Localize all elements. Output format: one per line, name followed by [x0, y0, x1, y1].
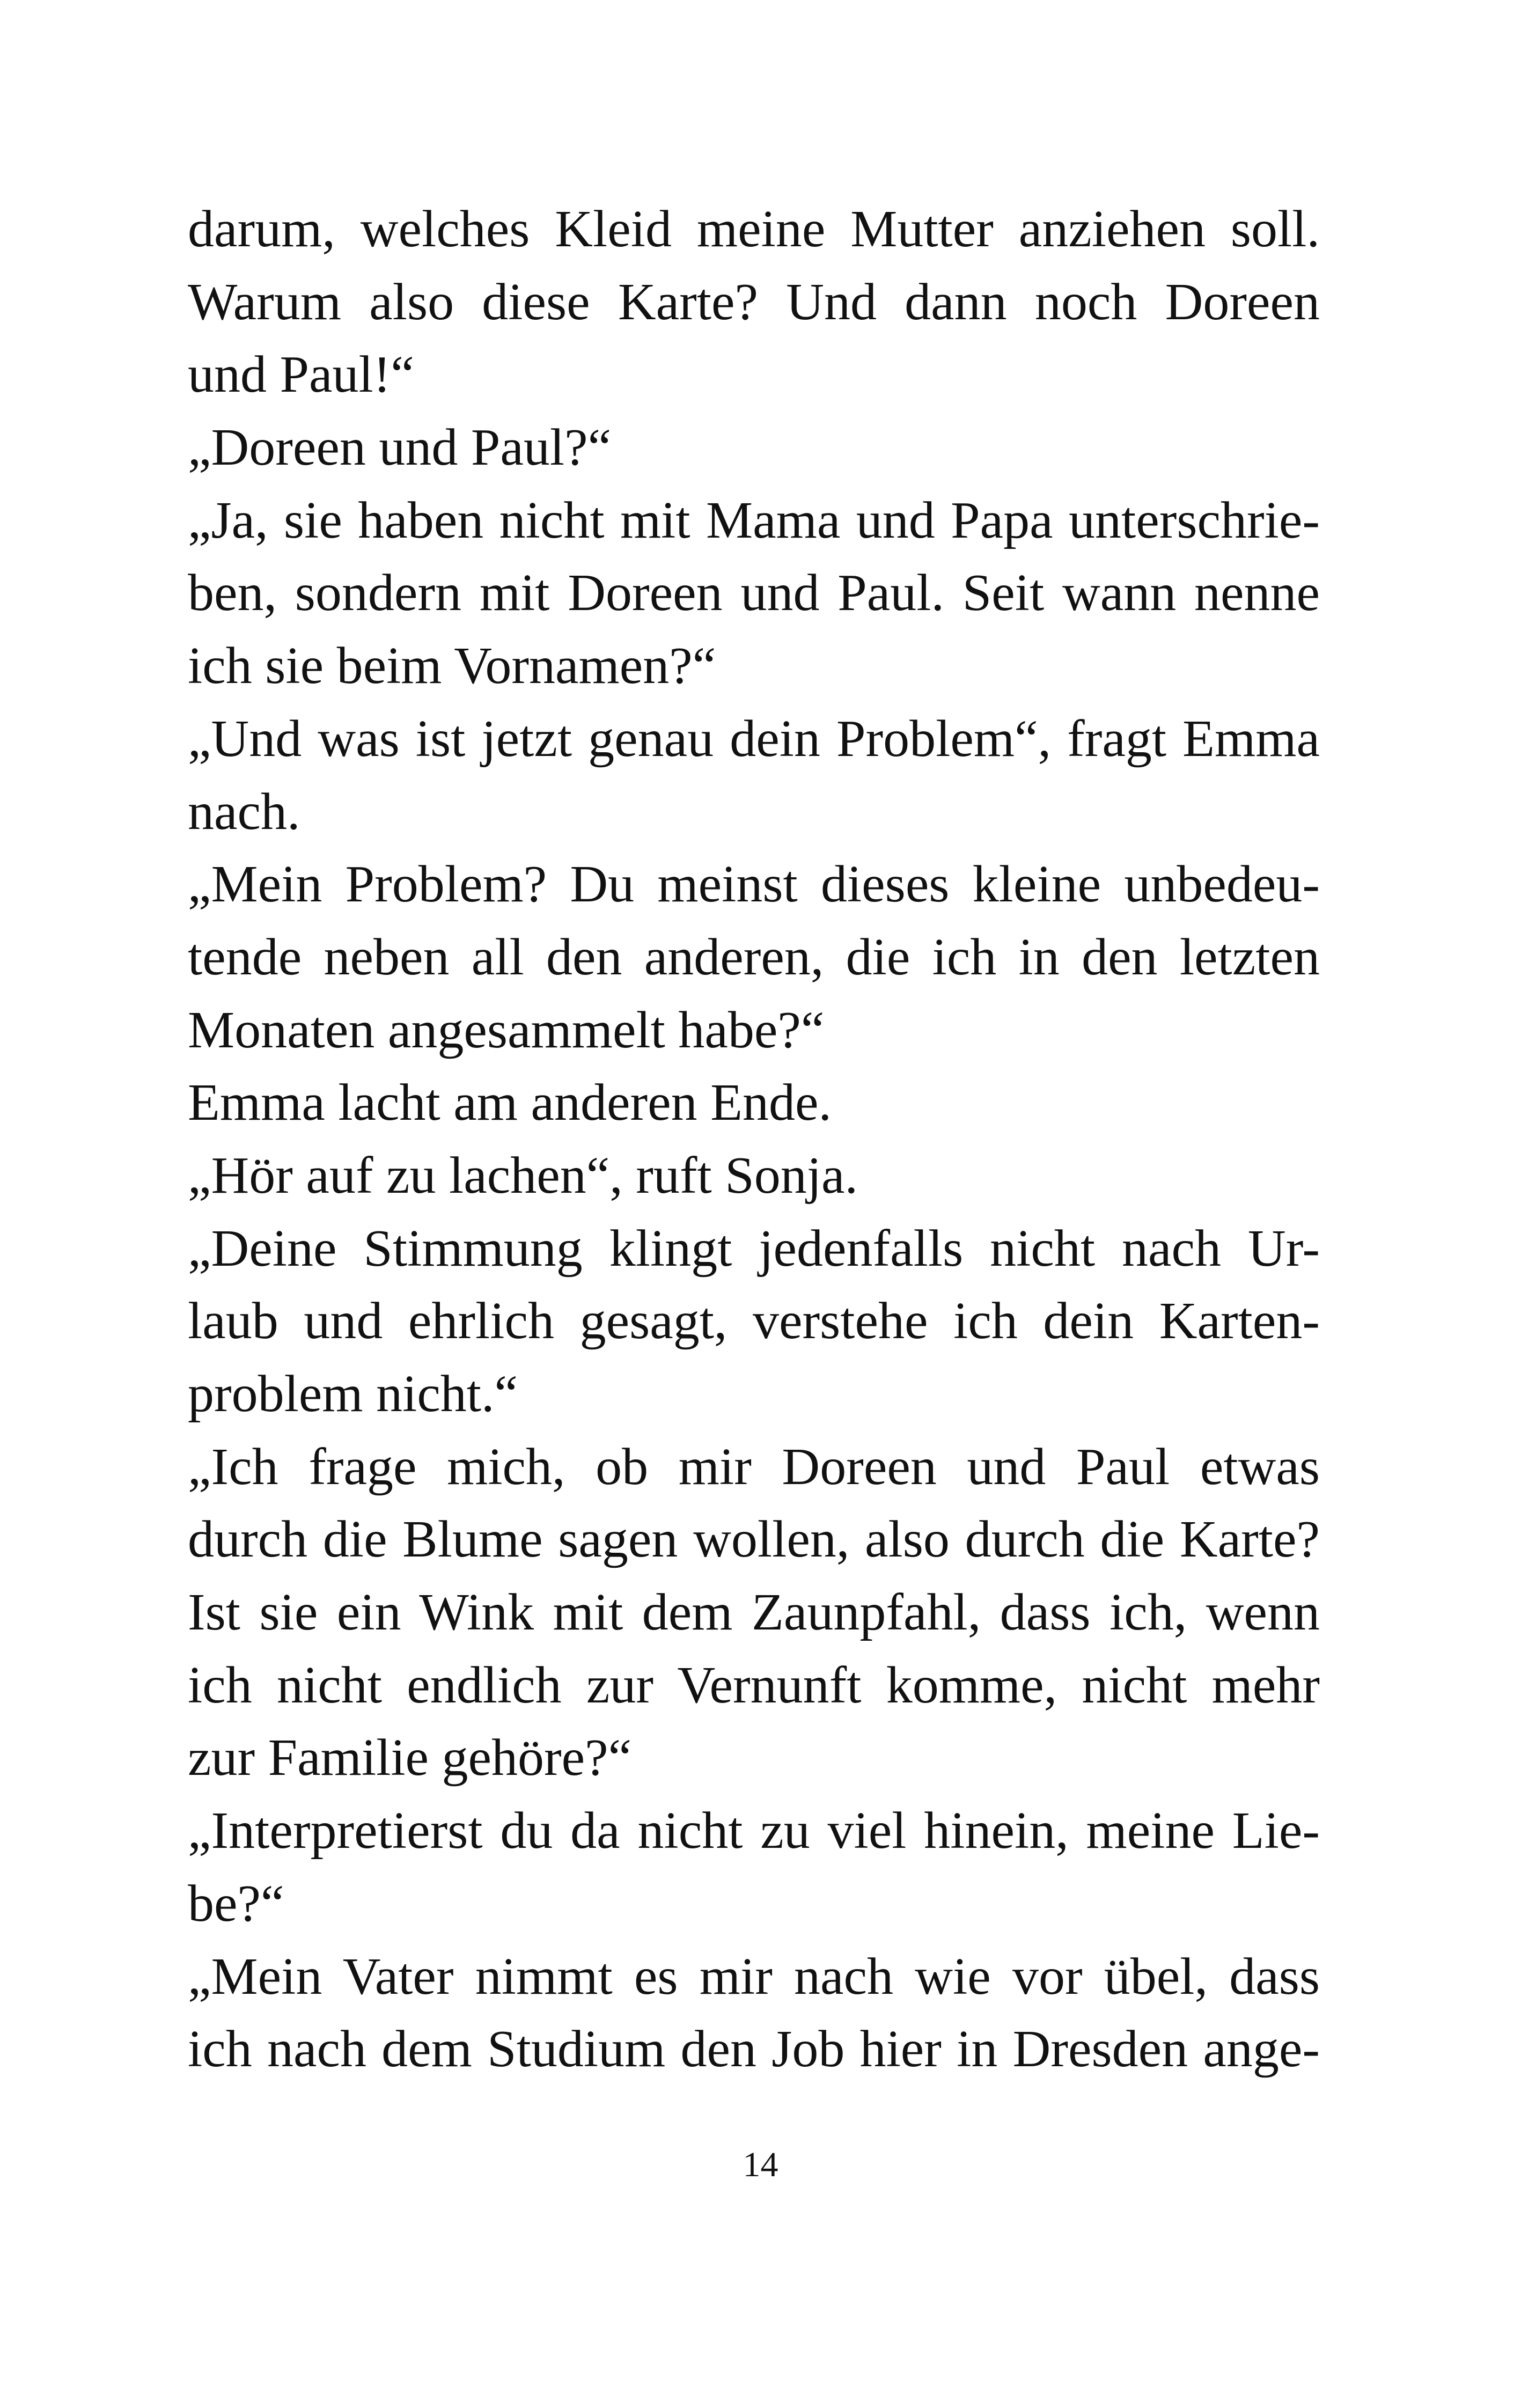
- text-line: „Interpretierst du da nicht zu viel hinein, meine Lie-: [188, 1802, 1320, 1860]
- text-line: „Ja, sie haben nicht mit Mama und Papa unterschrie-: [188, 491, 1320, 549]
- text-line: problem nicht.“: [188, 1365, 518, 1423]
- body-text: [188, 193, 1320, 2086]
- text-line: be?“: [188, 1874, 284, 1933]
- text-line: „Und was ist jetzt genau dein Problem“, fragt Emma: [188, 709, 1320, 768]
- text-line: „Deine Stimmung klingt jedenfalls nicht nach Ur-: [188, 1219, 1320, 1278]
- text-line: „Hör auf zu lachen“, ruft Sonja.: [188, 1146, 858, 1205]
- text-line: Monaten angesammelt habe?“: [188, 1001, 825, 1059]
- text-line: „Doreen und Paul?“: [188, 419, 612, 477]
- page-number: 14: [743, 2145, 778, 2184]
- text-line: „Mein Problem? Du meinst dieses kleine unbedeu-: [188, 855, 1320, 914]
- text-line: Ist sie ein Wink mit dem Zaunpfahl, dass ich, wenn: [188, 1583, 1320, 1642]
- text-line: zur Familie gehöre?“: [188, 1729, 632, 1787]
- text-line: und Paul!“: [188, 346, 414, 404]
- text-line: „Mein Vater nimmt es mir nach wie vor übel, dass: [188, 1947, 1320, 2006]
- text-line: durch die Blume sagen wollen, also durch die Karte?: [188, 1510, 1320, 1569]
- text-line: „Ich frage mich, ob mir Doreen und Paul etwas: [188, 1437, 1320, 1496]
- text-line: ich nicht endlich zur Vernunft komme, nicht mehr: [188, 1656, 1320, 1714]
- text-line: ich sie beim Vornamen?“: [188, 637, 716, 695]
- text-line: nach.: [188, 782, 300, 841]
- text-line: laub und ehrlich gesagt, verstehe ich dein Karten-: [188, 1292, 1320, 1350]
- text-line: darum, welches Kleid meine Mutter anziehen soll.: [188, 200, 1320, 258]
- text-line: tende neben all den anderen, die ich in den letzten: [188, 928, 1320, 986]
- text-line: ben, sondern mit Doreen und Paul. Seit wann nenne: [188, 564, 1320, 622]
- text-line: Warum also diese Karte? Und dann noch Doreen: [188, 273, 1320, 331]
- text-line: ich nach dem Studium den Job hier in Dresden ange-: [188, 2020, 1320, 2079]
- text-line: Emma lacht am anderen Ende.: [188, 1074, 832, 1132]
